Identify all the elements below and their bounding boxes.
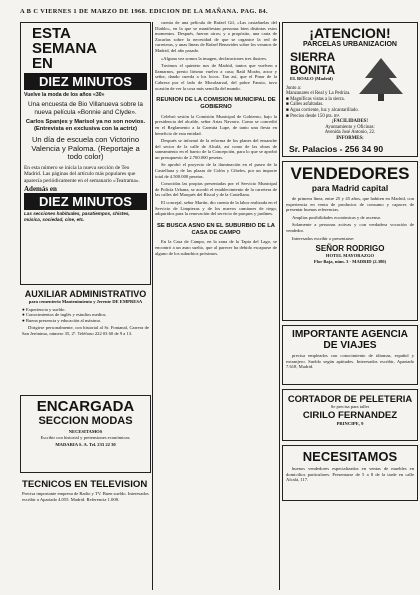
ad-title: TECNICOS EN TELEVISION [22,479,148,490]
ad-item: Un día de escuela con Victorino Valencia y Paloma. (Reportaje a todo color) [31,135,140,162]
ad-line: Dirigirse personalmente, con historial al Sr. Fontanal, Carrera de San Jerónimo, número 35, 2º. Teléfono 222 03 60 de 9 a 13. [22,325,149,336]
magazine-logo: DIEZ MINUTOS [24,73,147,90]
column-center [155,20,277,592]
ad-line: buenos vendedores especializados en ventas de muebles en domicilios particulares. Presentarse de 5 a 8 de la tarde en calle Alcalá, 117. [286,466,414,483]
ad-title: ENCARGADA [36,398,135,415]
ad-name: SIERRA BONITA [290,50,336,77]
ad-title: IMPORTANTE AGENCIA DE VIAJES [291,329,409,351]
ad-title: CORTADOR DE PELETERIA [287,393,413,404]
peleteria-ad [282,389,418,441]
ad-item: Una encuesta de Bio Villanueva sobre la nueva película «Bonnie and Clyde». [28,101,143,116]
ad-line: ● Buena presencia y educación al máximo. [22,317,102,323]
auxiliar-ad [20,289,151,391]
article-heading: REUNION DE LA COMISION MUNICIPAL DE GOBIERNO [156,97,276,110]
ad-subtitle: para cementerio Mantenimiento y Jerente DE EMPRESA [28,299,143,304]
ad-line: ● Experiencia y sueldo. [22,306,66,312]
magazine-logo: DIEZ MINUTOS [24,193,147,210]
ad-item: Las secciones habituales, pasatiempos, chistes, música, sociedad, cine, etc. [24,211,130,222]
article-heading: SE BUSCA ASNO EN EL SUBURBIO DE LA CASA DE CAMPO [157,222,275,236]
ad-title: AUXILIAR ADMINISTRATIVO [24,289,147,299]
ad-line: Interesados escribir o presentarse: [292,235,355,241]
ad-item: Carlos Spanjes y Marisol ya no son novios. (Entrevista en exclusiva con la actriz) [25,119,146,133]
ad-subtitle: PARCELAS URBANIZACION [303,41,397,48]
ad-line: Precisa importante empresa de Radio y TV. Buen sueldo. Interesados escribir a Apartado 4.055. Madrid. Referencia 1.008. [22,491,149,502]
tecnicos-ad [20,479,151,502]
ad-line: HOTEL MAYORAZGO [325,253,375,259]
ad-title: NECESITAMOS [302,449,398,464]
column-right [282,22,418,592]
ad-item: Vuelve la moda de los años «30» [24,92,105,98]
ad-subtitle: para Madrid capital [311,183,389,193]
article-paragraph: En la Casa de Campo, en la zona de la Tapia del Lago, se encontró a un asno suelto, que al parecer ha debido escaparse de alguno de los suburbios próximos. [155,239,277,256]
ad-contact: SEÑOR RODRIGO [315,244,385,254]
article-paragraph: Celebró sesión la Comisión Municipal de Gobierno, bajo la presidencia del alcalde, señor Arias Navarro. Como se concedió en el Reglamento a la Carmita Lupe, de tanto una fiesta en beneficio de esta entidad. [155,113,277,136]
vendedores-ad [282,161,418,321]
ad-line: Escribir con historial y pretensiones económicas. [40,434,131,440]
column-divider-1 [152,22,153,590]
ad-subtitle: SECCION MODAS [38,415,133,427]
column-divider-2 [279,22,280,590]
article-paragraph: Conocidas las propias presentadas por el Servicio Municipal de Policía Urbana, se acordó el establecimiento de la carretera de las calles del Marqués del Riscal y de la Castellana. [155,181,277,198]
pine-tree-icon [351,56,411,102]
ad-headline: ¡ATENCION! [309,25,391,41]
ad-line: Solamente a personas activas y con verdadera vocación de vendedor. [286,222,414,233]
column-left [20,22,151,592]
ad-line: ● Conocimientos de inglés y estudios medios. [22,312,107,318]
ad-headline: ESTA SEMANA EN [32,25,98,72]
article-paragraph: Después se informó de la reforma de los planes del ensanche del sector de la calle de Alcalá, así como de las obras de saneamiento en el barrio de la Concepción, para lo que se aprobó un presupuesto de 2.700.000 pesetas. [155,138,277,160]
agencia-viajes-ad [282,325,418,385]
diez-minutos-ad [20,22,151,285]
article-paragraph: cuenta de una película de Rafael Gil, «Las castañuelas del Diablo», en la que se manifiestan personas bien distintas estos momentos. Después, fueron otros; y a propósito, una carta de Zacarías sobre la necesidad de que se organice la red de carreteras, y unas líneas de Rafael Benavides sobre los veranos de Madrid, del año pasado. [155,20,277,53]
ad-item: En esta número se inicia la nueva sección de Teo Madrid. Las páginas del artículo más populares que aparecía periódicamente en el semanario «Teatrama». [24,164,140,184]
ad-line: Flor Baja, núm. 3 - MADRID (2.380) [313,258,387,264]
ad-line: Se precisa para taller [330,404,370,409]
encargada-ad [20,395,151,473]
article-paragraph: El concejal, señor Martín, dio cuenta de la labor realizada en el Servicio de Limpiezas y de los nuevos camiones de riego, adquiridos para la renovación del servicio de parques y jardines. [155,200,277,217]
article-paragraph: «Alguna vez somos la imagen, declaraciones tres ilustres. [161,55,268,61]
sierra-bonita-ad [282,22,418,157]
ad-name: CIRILO FERNANDEZ [302,409,398,421]
ad-list: Junto a: Manzanares el Real y La Pedriza. ■ Magníficas vistas a la sierra. ■ Calles asfaltadas. ■ Agua corriente, luz y alcantarillado. ■ Precios desde 150 pts. m². ¡FACILIDADES! Ayuntamiento y Oficinas: Avenida José Antonio, 22. INFORMES: [286,85,376,141]
ad-contact: Sr. Palacios - 256 34 90 [289,144,384,154]
ad-item: Además en [24,185,57,194]
ad-title: VENDEDORES [290,164,410,183]
ad-location: EL BOALO (Madrid) [290,76,333,81]
ad-line: MADARIA S. A. Tel. 233 22 30 [55,442,116,448]
article-paragraph: Tuvimos el quinteto nos de Madrid, tantos que vuelven a llamarnos, presto lirismo vuelvo a casa; Raúl Morán, actor y señor, dando cuerda a los locos. Tan así, que el Pinar de la Cabrera por el lado de Moralzarzal, del pobre Fausto, tuvo ocasión de ver la cosa más sencilla del mundo. [155,63,277,91]
ad-line: PRINCIPE, 9 [336,420,364,426]
ad-line: NECESITAMOS [68,429,103,434]
ad-line: de primera línea, entre 25 y 45 años, que habiten en Madrid, con experiencia en venta de productos de consumo y capaces de presentar buenas referencias. [286,196,414,213]
page-header: A B C VIERNES 1 DE MARZO DE 1968. EDICION DE LA MAÑANA. PAG. 84. [20,8,268,15]
ad-line: precisa empleados con conocimiento de idiomas, español y extranjero. Sueldo según aptitudes. Interesados escribir, Apartado 7.618, Madrid. [286,353,414,370]
article-paragraph: Se aprobó el proyecto de la iluminación en el paseo de la Castellana y de las plazas de Colón y Cibeles, por un importe total de 4.500.000 pesetas. [155,162,277,179]
necesitamos-ad [282,445,418,501]
ad-line: Amplias posibilidades económicas y de ascenso. [292,214,382,220]
